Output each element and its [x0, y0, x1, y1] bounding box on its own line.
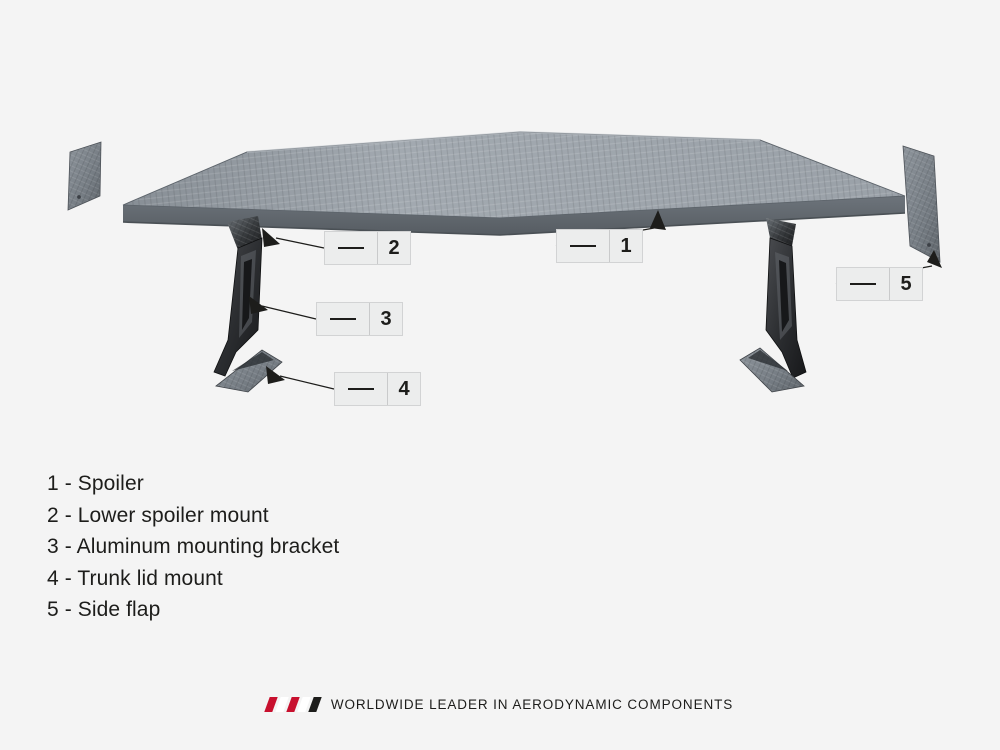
legend-item-3: 3 - Aluminum mounting bracket: [47, 535, 340, 558]
callout-1: [556, 229, 643, 263]
callout-4-dash: [335, 373, 388, 405]
side-flap-left: [68, 142, 101, 210]
brand-stripes-icon: [264, 697, 321, 712]
right-upright-assembly: [740, 218, 806, 392]
callout-3-dash: [317, 303, 370, 335]
footer-brand-bar: [0, 697, 1000, 712]
legend-item-4: 4 - Trunk lid mount: [47, 566, 223, 590]
footer-tagline: WORLDWIDE LEADER IN AERODYNAMIC COMPONENTS: [330, 697, 734, 712]
callout-4-number: 4: [398, 378, 410, 400]
callout-4: [334, 372, 421, 406]
callout-2-dash: [325, 232, 378, 264]
legend-item-1: 1 - Spoiler: [47, 472, 144, 495]
legend-item-2: 2 - Lower spoiler mount: [47, 503, 269, 527]
callout-5: [836, 267, 923, 301]
callout-1-dash: [557, 230, 610, 262]
callout-3-number: 3: [380, 308, 392, 330]
callout-2: [324, 231, 411, 265]
legend-item-5: 5 - Side flap: [47, 598, 161, 621]
parts-legend: [47, 468, 339, 626]
callout-1-number: 1: [620, 235, 632, 257]
callout-3: [316, 302, 403, 336]
side-flap-right: [903, 146, 940, 262]
callout-2-number: 2: [388, 237, 400, 259]
callout-5-number: 5: [900, 273, 912, 295]
callout-5-dash: [837, 268, 890, 300]
